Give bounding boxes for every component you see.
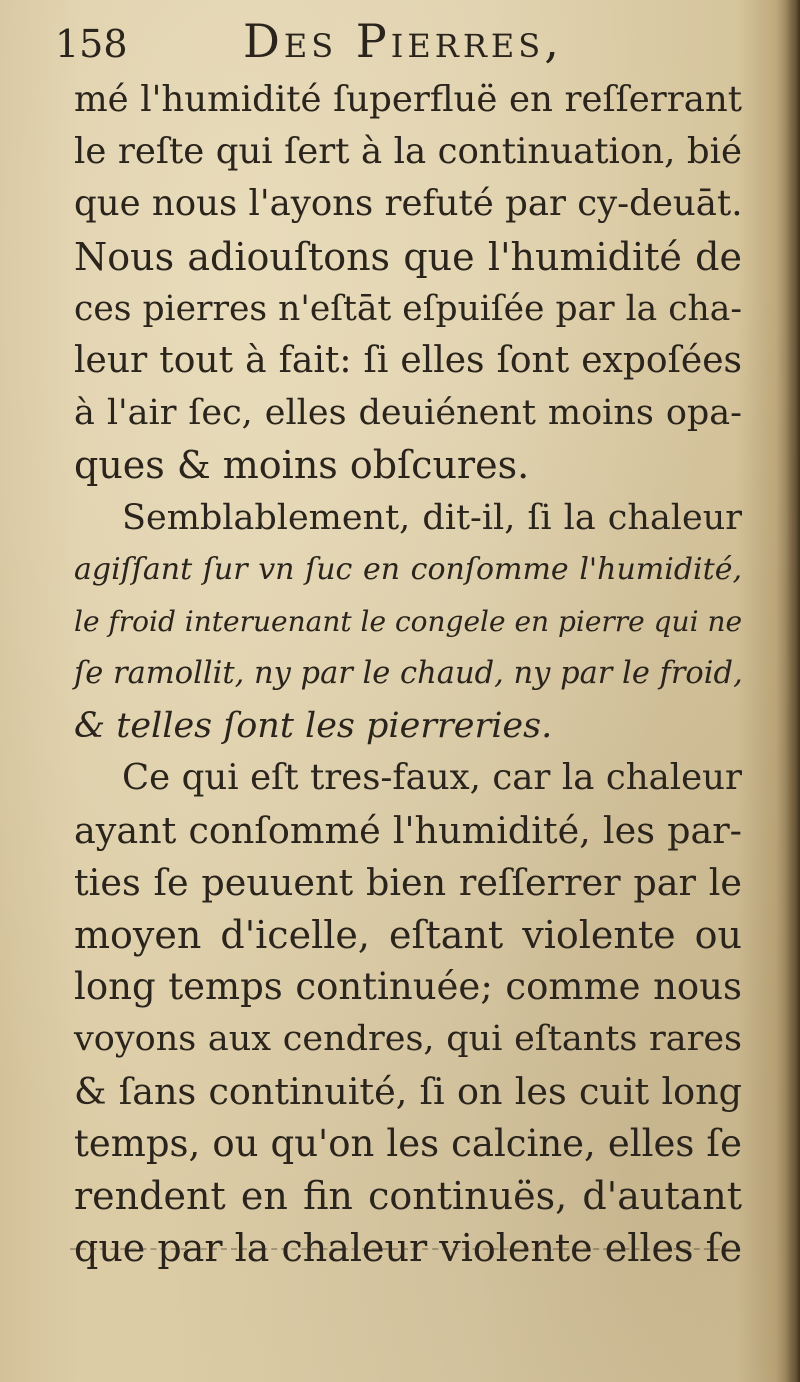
text-line: moyen d'icelle, eſtant violente ou [74, 913, 742, 957]
page-gutter-shadow [786, 0, 800, 1382]
text-line: long temps continuée; comme nous [74, 965, 742, 1009]
text-line: ayant conſommé l'humidité, les par- [74, 808, 742, 852]
running-title: Des Pierres, [243, 14, 563, 68]
text-line: que par la chaleur violente elles ſe [74, 1226, 743, 1271]
text-line: Ce qui eſt tres-faux, car la chaleur [122, 757, 742, 799]
text-line: que nous l'ayons refuté par cy-deuāt. [74, 183, 743, 225]
body-text [74, 74, 742, 1274]
page-number: 158 [55, 22, 128, 66]
text-line: Nous adiouſtons que l'humidité de [74, 234, 742, 279]
text-line: ties ſe peuuent bien reſſerrer par le [74, 860, 742, 904]
text-line: ſe ramollit, ny par le chaud, ny par le froid, [74, 656, 743, 692]
text-line: leur tout à fait: ſi elles ſont expoſées [74, 339, 742, 381]
text-line: agiſſant ſur vn ſuc en conſomme l'humidité, [74, 551, 742, 587]
text-line: à l'air ſec, elles deuiénent moins opa- [74, 393, 742, 434]
text-line: rendent en fin continuës, d'autant [74, 1173, 742, 1218]
text-line: le reſte qui ſert à la continuation, bié [74, 131, 742, 173]
show-through-marks [70, 1248, 730, 1256]
text-line: Semblablement, dit-il, ſi la chaleur [122, 497, 742, 538]
text-line: mé l'humidité ſuperfluë en reſſerrant [74, 79, 742, 120]
text-line: & telles ſont les pierreries. [74, 706, 553, 747]
text-line: voyons aux cendres, qui eſtants rares [74, 1019, 742, 1060]
page-header [55, 14, 745, 74]
text-line: temps, ou qu'on les calcine, elles ſe [74, 1121, 742, 1165]
text-line: & ſans continuité, ſi on les cuit long [74, 1069, 742, 1113]
text-line: le froid interuenant le congele en pierre qui ne [74, 604, 743, 638]
text-line: ces pierres n'eſtāt eſpuiſée par la cha- [74, 288, 742, 329]
text-line: ques & moins obſcures. [74, 443, 530, 488]
